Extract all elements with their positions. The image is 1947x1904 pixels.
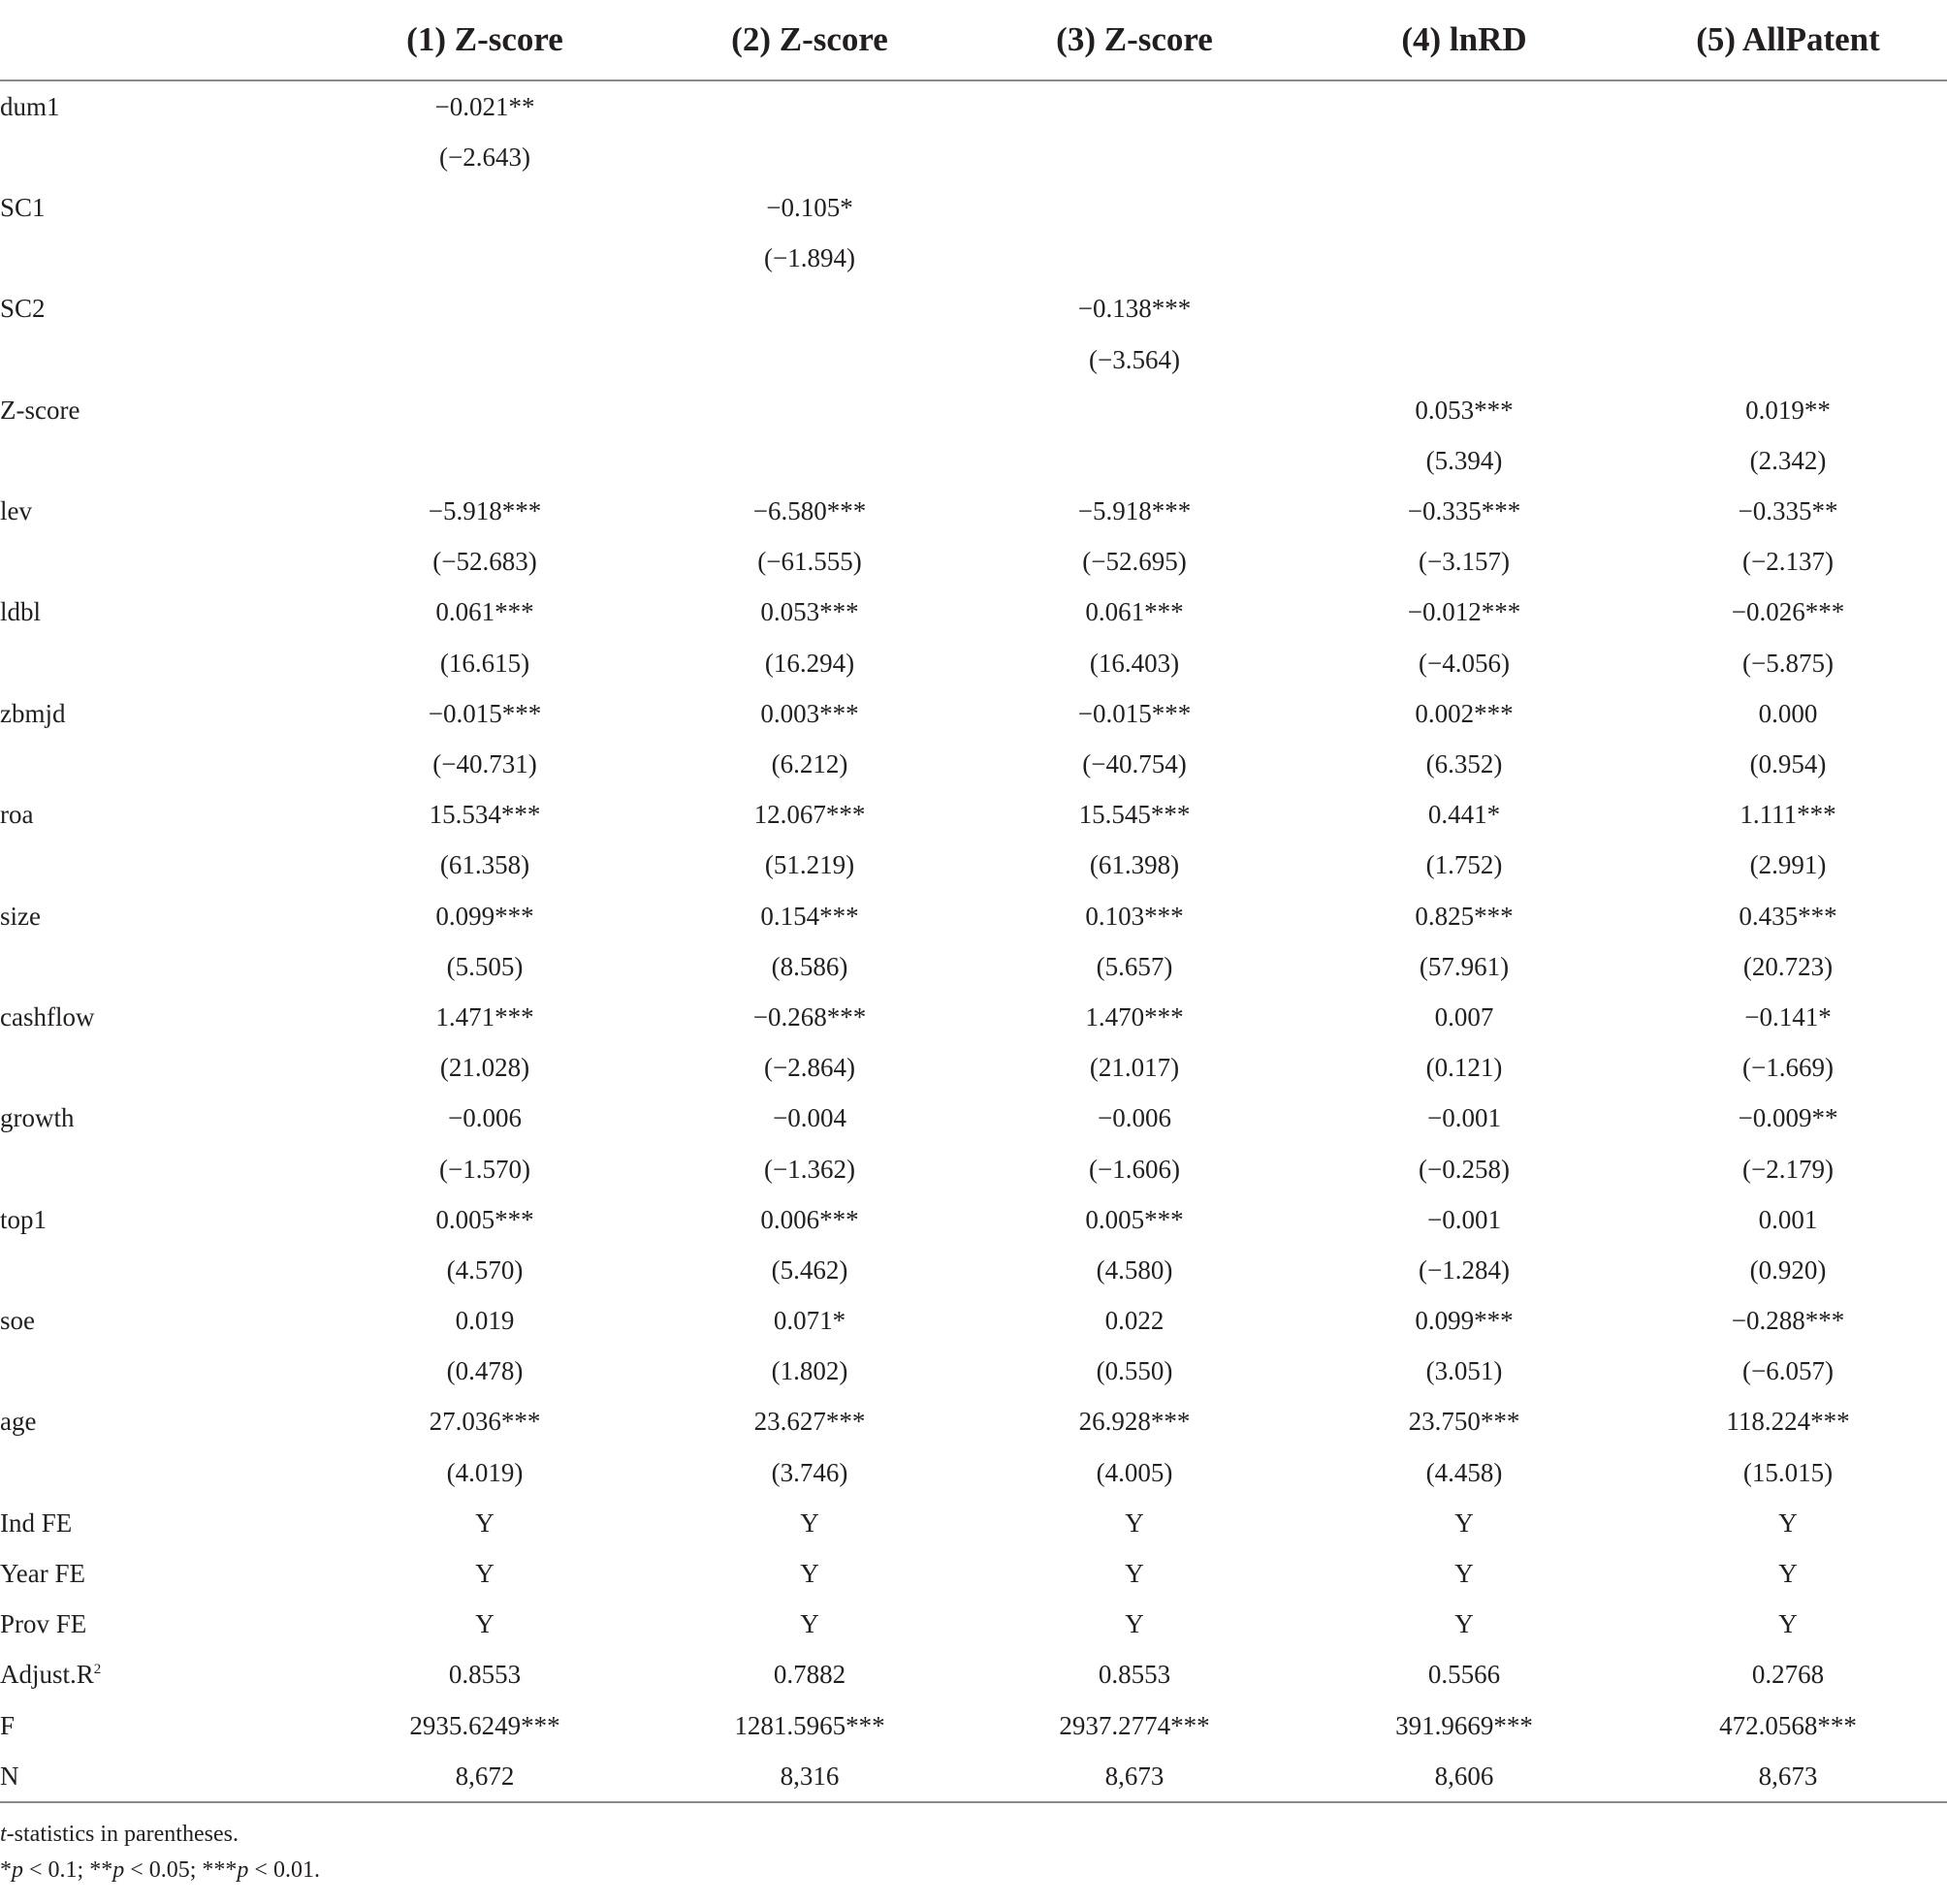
header-cell-col3: (3) Z-score bbox=[970, 0, 1299, 80]
table-cell bbox=[970, 80, 1299, 132]
table-row bbox=[0, 234, 1947, 284]
table-cell: 0.7882 bbox=[773, 1660, 846, 1690]
t-note-text: -statistics in parentheses. bbox=[6, 1822, 239, 1848]
table-cell: Y bbox=[1454, 1609, 1474, 1639]
table-cell: −0.288*** bbox=[1731, 1306, 1845, 1336]
table-cell: (0.121) bbox=[1425, 1053, 1503, 1083]
table-cell bbox=[970, 385, 1299, 435]
header-cell-col4: (4) lnRD bbox=[1299, 0, 1629, 80]
table-cell: 0.003*** bbox=[760, 698, 859, 728]
table-cell: 0.007 bbox=[1434, 1001, 1494, 1031]
table-cell: (5.505) bbox=[446, 951, 524, 981]
table-cell: (−3.564) bbox=[1089, 344, 1180, 374]
table-cell bbox=[970, 435, 1299, 486]
table-cell: 0.154*** bbox=[760, 901, 859, 931]
table-cell: −0.105* bbox=[766, 192, 853, 222]
table-row bbox=[0, 1751, 1947, 1802]
row-label bbox=[0, 1245, 320, 1295]
row-label-text: Year FE bbox=[0, 1559, 86, 1589]
table-row bbox=[0, 284, 1947, 334]
row-label-text: Prov FE bbox=[0, 1609, 87, 1639]
row-label bbox=[0, 1650, 320, 1700]
table-cell: (6.352) bbox=[1425, 749, 1503, 779]
table-cell: (3.051) bbox=[1425, 1356, 1503, 1386]
table-cell: −0.001 bbox=[1427, 1103, 1501, 1133]
table-cell bbox=[650, 80, 970, 132]
table-cell bbox=[320, 435, 650, 486]
table-body bbox=[0, 80, 1947, 1802]
table-row bbox=[0, 537, 1947, 587]
table-cell: 0.061*** bbox=[1085, 597, 1184, 627]
table-notes bbox=[0, 1817, 1947, 1888]
table-cell bbox=[1299, 182, 1629, 233]
table-cell: (−3.157) bbox=[1419, 547, 1510, 577]
table-row bbox=[0, 1296, 1947, 1347]
table-cell: (0.954) bbox=[1749, 749, 1827, 779]
p-note-italic: p bbox=[112, 1857, 125, 1884]
table-cell: 0.019** bbox=[1745, 395, 1831, 425]
table-row bbox=[0, 182, 1947, 233]
row-label bbox=[0, 1700, 320, 1751]
table-row bbox=[0, 739, 1947, 789]
table-cell: Y bbox=[1454, 1507, 1474, 1538]
table-cell bbox=[650, 132, 970, 182]
table-row bbox=[0, 132, 1947, 182]
table-cell: 391.9669*** bbox=[1395, 1710, 1533, 1740]
row-label-text: cashflow bbox=[0, 1001, 95, 1031]
table-cell: (16.615) bbox=[439, 648, 530, 678]
table-cell bbox=[1299, 80, 1629, 132]
table-cell bbox=[970, 234, 1299, 284]
row-label bbox=[0, 790, 320, 841]
row-label-text: age bbox=[0, 1407, 37, 1437]
table-row bbox=[0, 385, 1947, 435]
table-cell bbox=[320, 234, 650, 284]
table-row bbox=[0, 80, 1947, 132]
table-cell: Y bbox=[475, 1609, 495, 1639]
table-cell bbox=[320, 284, 650, 334]
header-cell-label bbox=[0, 0, 320, 80]
table-cell: −0.335** bbox=[1738, 496, 1838, 526]
table-cell: (−40.754) bbox=[1082, 749, 1187, 779]
row-label-text: lev bbox=[0, 496, 32, 526]
row-label-text: dum1 bbox=[0, 91, 60, 121]
row-label bbox=[0, 688, 320, 739]
table-cell: (4.458) bbox=[1425, 1457, 1503, 1487]
table-cell: (−40.731) bbox=[432, 749, 537, 779]
table-cell: (16.403) bbox=[1089, 648, 1180, 678]
table-cell: (1.802) bbox=[771, 1356, 848, 1386]
table-cell: 23.627*** bbox=[753, 1407, 866, 1437]
table-cell: (−1.362) bbox=[764, 1154, 855, 1184]
header-cell-col2: (2) Z-score bbox=[650, 0, 970, 80]
table-cell: −5.918*** bbox=[1077, 496, 1192, 526]
table-cell: (51.219) bbox=[764, 850, 855, 880]
table-cell: 0.000 bbox=[1758, 698, 1818, 728]
row-label-text: roa bbox=[0, 800, 34, 830]
table-cell: (−2.179) bbox=[1742, 1154, 1834, 1184]
table-cell: −0.001 bbox=[1427, 1204, 1501, 1234]
table-cell: (−6.057) bbox=[1742, 1356, 1834, 1386]
table-cell: 0.005*** bbox=[1085, 1204, 1184, 1234]
table-cell bbox=[1629, 234, 1947, 284]
row-label-text: zbmjd bbox=[0, 698, 66, 728]
table-cell: 8,672 bbox=[320, 1751, 650, 1802]
table-row bbox=[0, 1094, 1947, 1144]
table-cell: (5.394) bbox=[1425, 445, 1503, 475]
row-label-text: top1 bbox=[0, 1204, 48, 1234]
table-row bbox=[0, 1397, 1947, 1447]
table-row bbox=[0, 1650, 1947, 1700]
row-label bbox=[0, 841, 320, 891]
p-note-part: < 0.01. bbox=[248, 1857, 320, 1884]
table-cell: −0.015*** bbox=[1077, 698, 1192, 728]
row-label bbox=[0, 1296, 320, 1347]
row-label bbox=[0, 487, 320, 537]
row-label bbox=[0, 992, 320, 1042]
table-row bbox=[0, 891, 1947, 941]
table-cell: 1.471*** bbox=[435, 1001, 534, 1031]
table-cell: (2.342) bbox=[1749, 445, 1827, 475]
table-cell: (61.358) bbox=[439, 850, 530, 880]
table-cell: −0.021** bbox=[434, 91, 535, 121]
table-cell bbox=[1299, 284, 1629, 334]
table-cell: 2937.2774*** bbox=[1059, 1710, 1210, 1740]
table-cell: (−52.683) bbox=[432, 547, 537, 577]
table-cell bbox=[650, 284, 970, 334]
table-cell: (−1.894) bbox=[764, 243, 855, 273]
table-row bbox=[0, 1700, 1947, 1751]
table-cell: (15.015) bbox=[1742, 1457, 1834, 1487]
row-label bbox=[0, 1043, 320, 1094]
table-row bbox=[0, 1144, 1947, 1194]
row-label bbox=[0, 1094, 320, 1144]
row-label bbox=[0, 1144, 320, 1194]
table-cell: Y bbox=[800, 1507, 819, 1538]
table-cell: (57.961) bbox=[1419, 951, 1510, 981]
table-cell: (−0.258) bbox=[1419, 1154, 1510, 1184]
table-cell: (16.294) bbox=[764, 648, 855, 678]
table-cell: (20.723) bbox=[1742, 951, 1834, 981]
table-cell: 0.435*** bbox=[1739, 901, 1837, 931]
table-cell: 1281.5965*** bbox=[734, 1710, 885, 1740]
table-cell: 0.099*** bbox=[1415, 1306, 1514, 1336]
table-cell bbox=[650, 385, 970, 435]
table-cell: 0.022 bbox=[1104, 1306, 1165, 1336]
table-cell: (4.570) bbox=[446, 1254, 524, 1285]
row-label bbox=[0, 1194, 320, 1245]
table-cell: 0.053*** bbox=[1415, 395, 1514, 425]
table-cell: −0.006 bbox=[1098, 1103, 1171, 1133]
table-cell: (−4.056) bbox=[1419, 648, 1510, 678]
row-label bbox=[0, 1447, 320, 1498]
table-cell: 0.019 bbox=[455, 1306, 515, 1336]
row-label bbox=[0, 891, 320, 941]
table-cell: (2.991) bbox=[1749, 850, 1827, 880]
table-cell: (1.752) bbox=[1425, 850, 1503, 880]
table-cell: −0.138*** bbox=[1077, 294, 1192, 324]
table-cell: (21.028) bbox=[439, 1053, 530, 1083]
table-cell: 1.470*** bbox=[1085, 1001, 1184, 1031]
table-cell: −0.012*** bbox=[1407, 597, 1521, 627]
table-cell: (4.005) bbox=[1096, 1457, 1173, 1487]
table-cell: Y bbox=[1125, 1507, 1144, 1538]
row-label-text: Adjust.R bbox=[0, 1660, 94, 1690]
table-row bbox=[0, 1600, 1947, 1650]
row-label bbox=[0, 1498, 320, 1548]
table-cell bbox=[1299, 132, 1629, 182]
row-label-text: size bbox=[0, 901, 41, 931]
table-cell: 8,673 bbox=[970, 1751, 1299, 1802]
row-label bbox=[0, 1548, 320, 1599]
table-cell: 0.002*** bbox=[1415, 698, 1514, 728]
table-row bbox=[0, 334, 1947, 385]
table-row bbox=[0, 1245, 1947, 1295]
table-cell bbox=[970, 182, 1299, 233]
table-row bbox=[0, 688, 1947, 739]
row-label-text: soe bbox=[0, 1306, 35, 1336]
table-cell: Y bbox=[475, 1507, 495, 1538]
table-cell: −0.268*** bbox=[752, 1001, 867, 1031]
table-row bbox=[0, 1498, 1947, 1548]
table-cell bbox=[1299, 234, 1629, 284]
p-note-italic: p bbox=[237, 1857, 249, 1884]
p-note-part: < 0.1; ** bbox=[23, 1857, 113, 1884]
table-cell: (0.550) bbox=[1096, 1356, 1173, 1386]
table-cell: Y bbox=[1778, 1559, 1798, 1589]
table-cell: (−5.875) bbox=[1742, 648, 1834, 678]
table-cell: 0.053*** bbox=[760, 597, 859, 627]
table-cell: (4.019) bbox=[446, 1457, 524, 1487]
row-label bbox=[0, 587, 320, 638]
table-row bbox=[0, 1194, 1947, 1245]
row-label bbox=[0, 234, 320, 284]
table-cell: (4.580) bbox=[1096, 1254, 1173, 1285]
table-row bbox=[0, 992, 1947, 1042]
table-cell: (−2.864) bbox=[764, 1053, 855, 1083]
table-cell: (−2.643) bbox=[439, 142, 530, 172]
header-cell-col5: (5) AllPatent bbox=[1629, 0, 1947, 80]
row-label-text: growth bbox=[0, 1103, 75, 1133]
table-cell bbox=[650, 334, 970, 385]
table-cell: 1.111*** bbox=[1740, 800, 1836, 830]
table-cell: (5.462) bbox=[771, 1254, 848, 1285]
row-label bbox=[0, 739, 320, 789]
table-cell: Y bbox=[1454, 1559, 1474, 1589]
row-label bbox=[0, 941, 320, 992]
table-cell: 0.8553 bbox=[1098, 1660, 1171, 1690]
table-cell: (−1.606) bbox=[1089, 1154, 1180, 1184]
table-row bbox=[0, 1347, 1947, 1397]
t-italic: t bbox=[0, 1822, 7, 1848]
table-cell: 0.001 bbox=[1758, 1204, 1818, 1234]
table-cell: Y bbox=[1778, 1507, 1798, 1538]
row-label-text: SC1 bbox=[0, 192, 46, 222]
table-cell: −0.009** bbox=[1738, 1103, 1838, 1133]
table-cell: (−52.695) bbox=[1082, 547, 1187, 577]
row-label bbox=[0, 435, 320, 486]
table-cell bbox=[1629, 132, 1947, 182]
table-cell: 2935.6249*** bbox=[409, 1710, 560, 1740]
row-label bbox=[0, 80, 320, 132]
table-cell: (−1.669) bbox=[1742, 1053, 1834, 1083]
table-cell: 0.5566 bbox=[1427, 1660, 1501, 1690]
table-cell: 8,316 bbox=[650, 1751, 970, 1802]
table-row bbox=[0, 1447, 1947, 1498]
table-cell: (5.657) bbox=[1096, 951, 1173, 981]
table-cell: (0.478) bbox=[446, 1356, 524, 1386]
header-row bbox=[0, 0, 1947, 80]
row-label-text: ldbl bbox=[0, 597, 42, 627]
table-cell: (21.017) bbox=[1089, 1053, 1180, 1083]
table-cell: 0.8553 bbox=[448, 1660, 522, 1690]
table-cell: −6.580*** bbox=[752, 496, 867, 526]
table-cell: Y bbox=[1778, 1609, 1798, 1639]
table-cell: 0.825*** bbox=[1415, 901, 1514, 931]
table-cell: 0.005*** bbox=[435, 1204, 534, 1234]
p-note-part: < 0.05; *** bbox=[124, 1857, 238, 1884]
table-cell: (6.212) bbox=[771, 749, 848, 779]
table-row bbox=[0, 638, 1947, 688]
row-label bbox=[0, 334, 320, 385]
row-label bbox=[0, 1347, 320, 1397]
row-label-text: SC2 bbox=[0, 294, 46, 324]
row-label-text: N bbox=[0, 1761, 19, 1791]
row-label bbox=[0, 1600, 320, 1650]
table-cell: 0.103*** bbox=[1085, 901, 1184, 931]
table-cell: −5.918*** bbox=[428, 496, 542, 526]
table-cell: (3.746) bbox=[771, 1457, 848, 1487]
table-cell: −0.015*** bbox=[428, 698, 542, 728]
table-cell: Y bbox=[800, 1609, 819, 1639]
table-cell bbox=[650, 435, 970, 486]
table-cell: 472.0568*** bbox=[1719, 1710, 1857, 1740]
table-cell: (−1.284) bbox=[1419, 1254, 1510, 1285]
table-cell: 26.928*** bbox=[1078, 1407, 1191, 1437]
table-row bbox=[0, 941, 1947, 992]
table-cell: 0.441* bbox=[1427, 800, 1501, 830]
table-cell: 0.061*** bbox=[435, 597, 534, 627]
table-cell bbox=[320, 182, 650, 233]
table-cell bbox=[320, 385, 650, 435]
table-cell bbox=[1629, 284, 1947, 334]
row-label bbox=[0, 537, 320, 587]
table-cell: 12.067*** bbox=[753, 800, 866, 830]
table-cell bbox=[1629, 182, 1947, 233]
table-row bbox=[0, 587, 1947, 638]
t-statistics-note bbox=[0, 1817, 1947, 1853]
table-cell: −0.006 bbox=[448, 1103, 522, 1133]
table-cell: (8.586) bbox=[771, 951, 848, 981]
table-cell: 8,606 bbox=[1299, 1751, 1629, 1802]
table-cell: Y bbox=[1125, 1609, 1144, 1639]
table-cell: 27.036*** bbox=[429, 1407, 541, 1437]
table-cell: 8,673 bbox=[1629, 1751, 1947, 1802]
table-cell bbox=[1629, 80, 1947, 132]
table-cell: −0.335*** bbox=[1407, 496, 1521, 526]
table-cell: (61.398) bbox=[1089, 850, 1180, 880]
table-cell: 0.006*** bbox=[760, 1204, 859, 1234]
table-row bbox=[0, 1548, 1947, 1599]
table-row bbox=[0, 1043, 1947, 1094]
table-cell: −0.141* bbox=[1744, 1001, 1832, 1031]
significance-note bbox=[0, 1853, 1947, 1888]
table-cell bbox=[320, 334, 650, 385]
table-cell: (−1.570) bbox=[439, 1154, 530, 1184]
row-label-text: Z-score bbox=[0, 395, 80, 425]
table-cell: 23.750*** bbox=[1408, 1407, 1520, 1437]
table-cell bbox=[970, 132, 1299, 182]
table-cell: (−2.137) bbox=[1742, 547, 1834, 577]
table-cell bbox=[1629, 334, 1947, 385]
row-label bbox=[0, 182, 320, 233]
row-label bbox=[0, 1397, 320, 1447]
table-row bbox=[0, 841, 1947, 891]
row-label bbox=[0, 132, 320, 182]
p-note-italic: p bbox=[12, 1857, 23, 1884]
table-cell: Y bbox=[800, 1559, 819, 1589]
table-cell: −0.004 bbox=[773, 1103, 846, 1133]
row-label bbox=[0, 385, 320, 435]
table-cell: 118.224*** bbox=[1726, 1407, 1850, 1437]
table-cell: Y bbox=[1125, 1559, 1144, 1589]
row-label-text: F bbox=[0, 1710, 16, 1740]
row-label bbox=[0, 638, 320, 688]
table-cell: 15.545*** bbox=[1078, 800, 1191, 830]
row-label bbox=[0, 1751, 320, 1802]
table-cell bbox=[1299, 334, 1629, 385]
table-cell: 0.2768 bbox=[1751, 1660, 1825, 1690]
table-cell: 0.071* bbox=[773, 1306, 846, 1336]
row-label-superscript: 2 bbox=[93, 1662, 102, 1678]
table-row bbox=[0, 790, 1947, 841]
table-cell: (0.920) bbox=[1749, 1254, 1827, 1285]
p-note-part: * bbox=[0, 1857, 12, 1884]
table-cell: −0.026*** bbox=[1731, 597, 1845, 627]
table-cell: 0.099*** bbox=[435, 901, 534, 931]
row-label bbox=[0, 284, 320, 334]
table-cell: (−61.555) bbox=[757, 547, 862, 577]
table-row bbox=[0, 435, 1947, 486]
table-cell: Y bbox=[475, 1559, 495, 1589]
header-cell-col1: (1) Z-score bbox=[320, 0, 650, 80]
table-cell: 15.534*** bbox=[429, 800, 541, 830]
row-label-text: Ind FE bbox=[0, 1507, 73, 1538]
table-row bbox=[0, 487, 1947, 537]
